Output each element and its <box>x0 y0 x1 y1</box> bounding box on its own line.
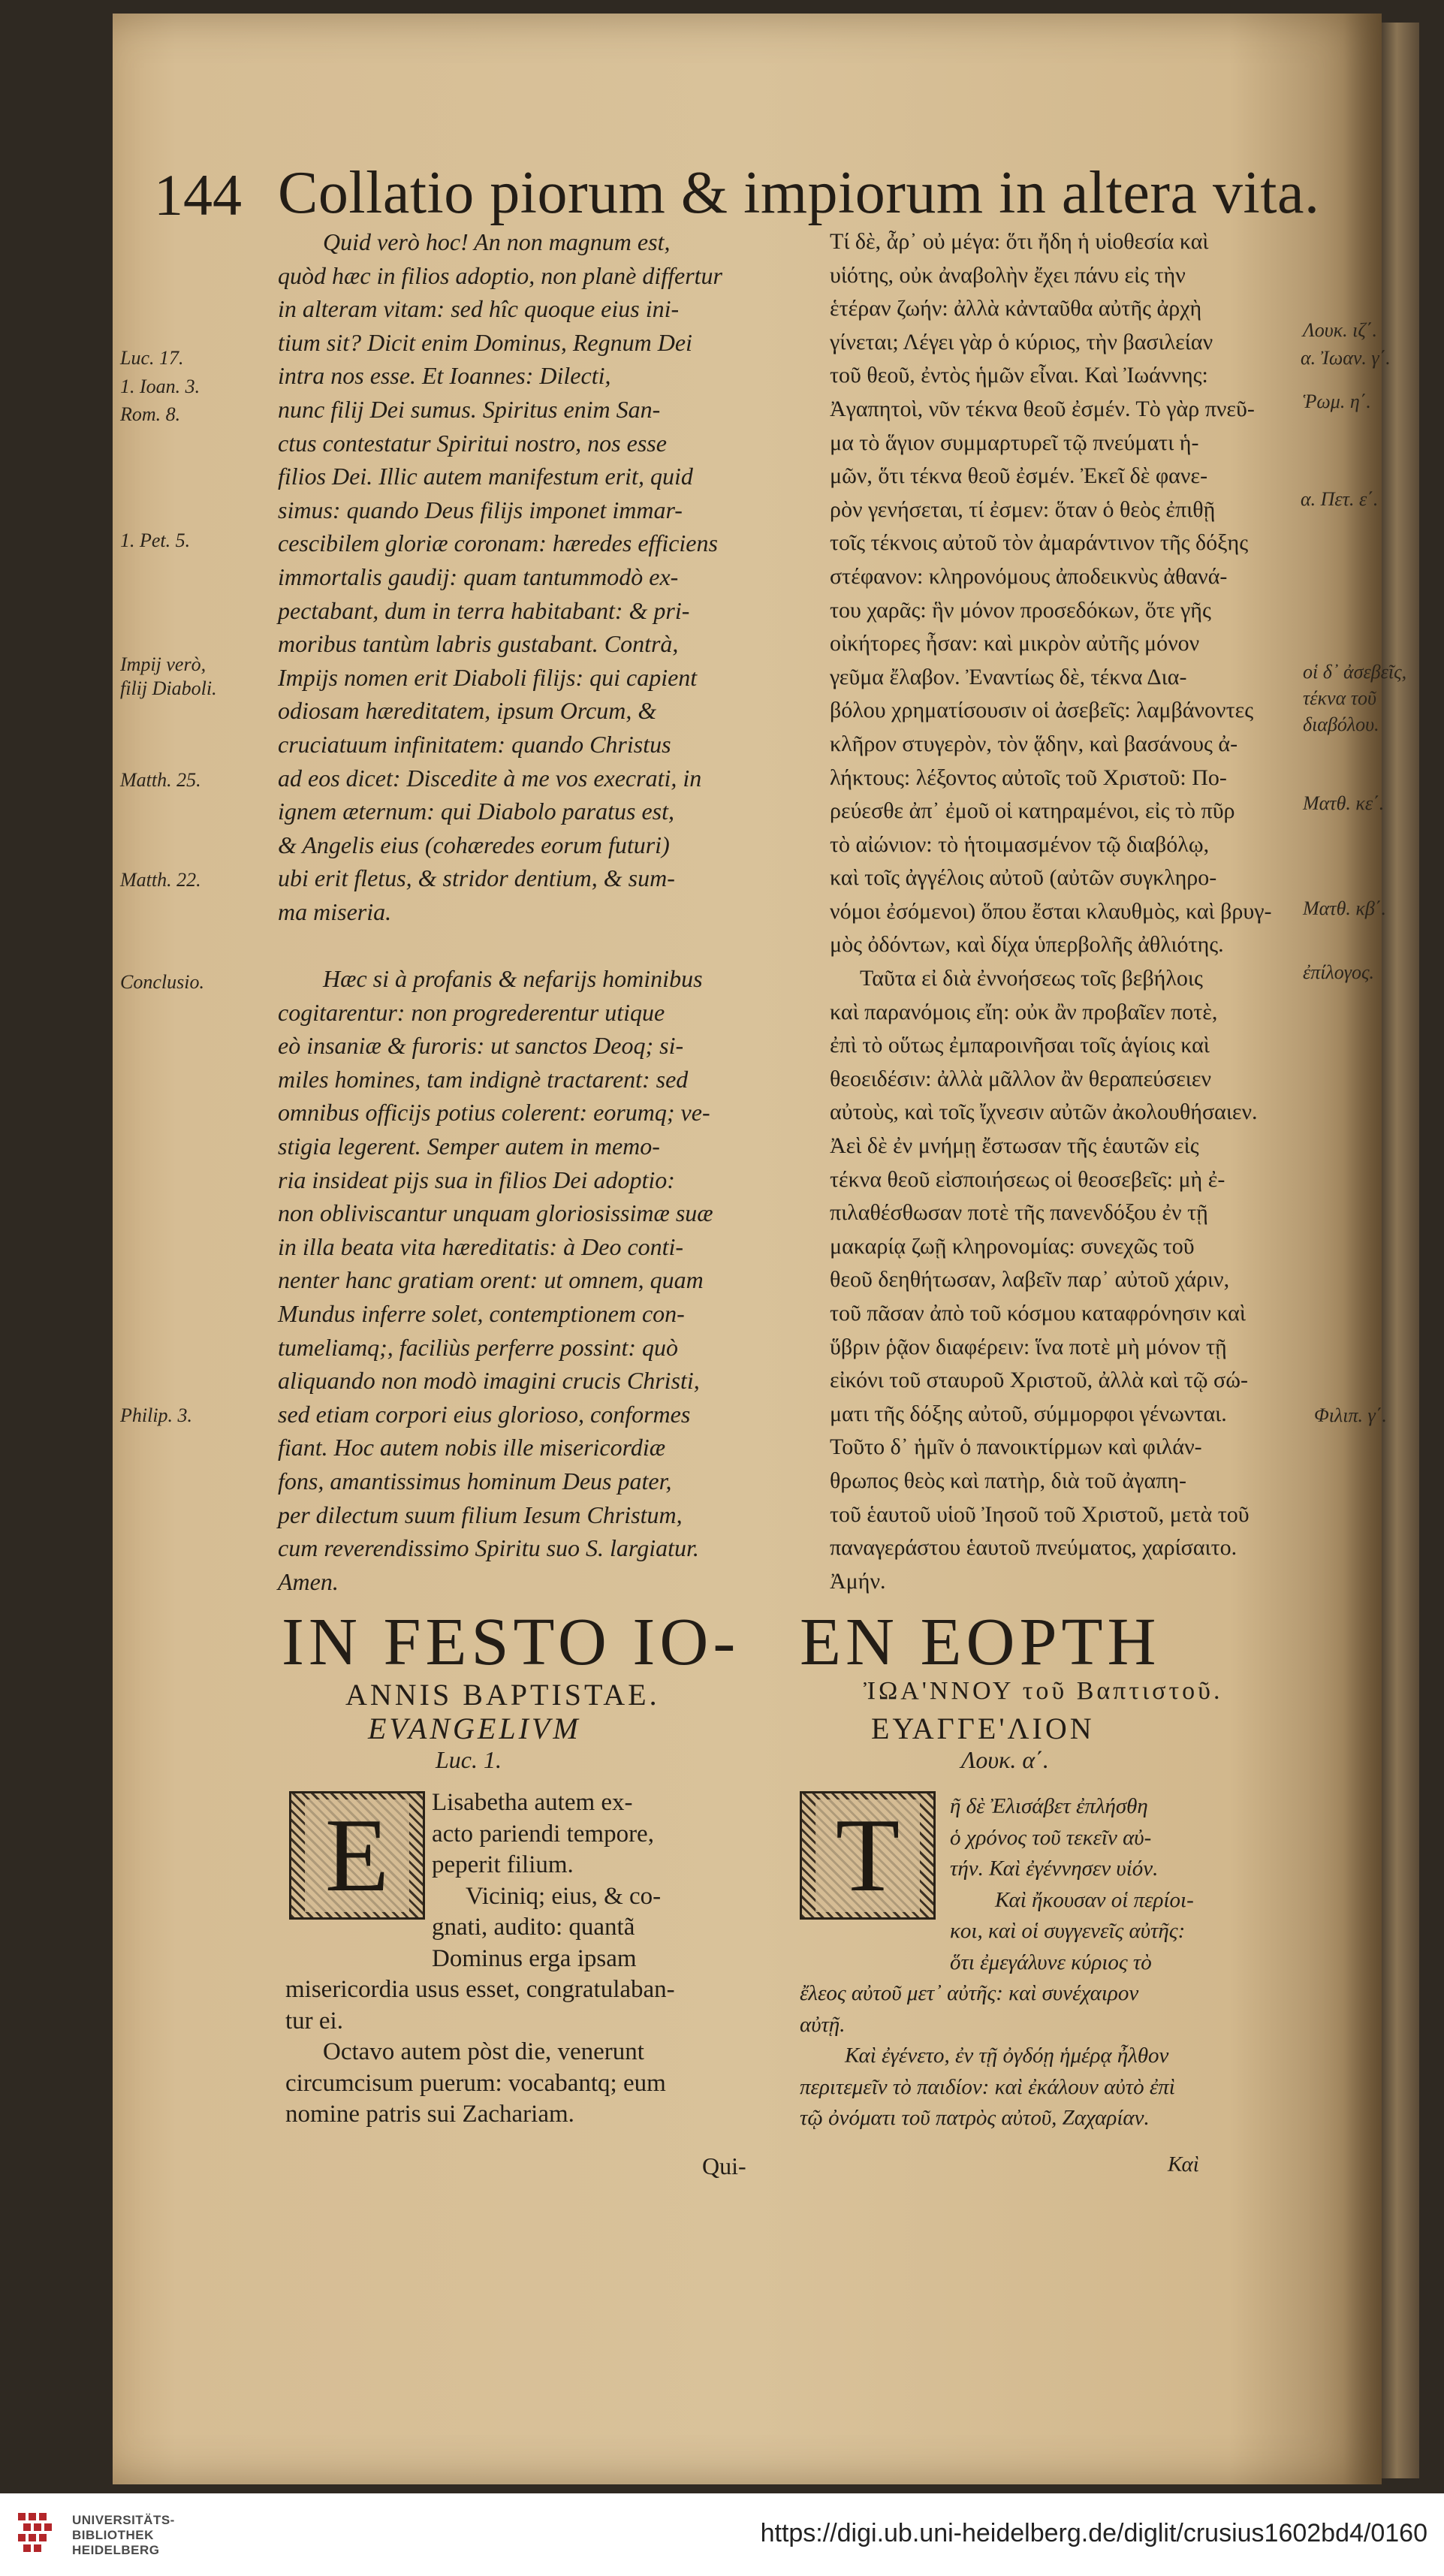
text-line: tium sit? Dicit enim Dominus, Regnum Dei <box>278 328 692 356</box>
text-line: ctus contestatur Spiritui nostro, nos esse <box>278 429 667 457</box>
text-line: omnibus officijs potius colerent: eorumq; ve- <box>278 1099 710 1127</box>
text-line: Dominus erga ipsam <box>432 1944 637 1972</box>
page-number: 144 <box>154 162 242 228</box>
margin-note-luc17: Luc. 17. <box>120 347 184 369</box>
margin-note-pet-gr: α. Πετ. ε΄. <box>1301 488 1379 510</box>
text-line: Viciniq; eius, & co- <box>466 1882 662 1910</box>
margin-note-ioan3-gr: α. Ἰωαν. γ΄. <box>1301 347 1391 369</box>
text-line: stigia legerent. Semper autem in memo- <box>278 1133 660 1160</box>
text-line: μακαρίᾳ ζωῇ κληρονομίας: συνεχῶς τοῦ <box>830 1233 1195 1259</box>
margin-note-matth25-gr: Ματθ. κε΄. <box>1303 792 1385 814</box>
text-line: Ἀεὶ δὲ ἐν μνήμῃ ἔστωσαν τῆς ἑαυτῶν εἰς <box>830 1133 1199 1159</box>
page-edge <box>1382 23 1419 2478</box>
gospel-reference-latin: Luc. 1. <box>436 1746 502 1773</box>
library-name-line: BIBLIOTHEK <box>72 2528 154 2542</box>
text-line: gnati, audito: quantã <box>432 1914 635 1941</box>
margin-note-asebeis-3: διαβόλου. <box>1303 713 1379 735</box>
text-line: τοῖς τέκνοις αὐτοῦ τὸν ἀμαράντινον τῆς δόξης <box>830 530 1249 556</box>
text-line: υἱότης, οὐκ ἀναβολὴν ἔχει πάνυ εἰς τὴν <box>830 262 1186 288</box>
greek-column <box>830 225 1295 1598</box>
margin-note-rom8: Rom. 8. <box>120 403 181 425</box>
text-line: αὐτῇ. <box>800 2012 846 2037</box>
text-line: κοι, καὶ οἱ συγγενεῖς αὐτῆς: <box>950 1919 1186 1943</box>
text-line: τὸ αἰώνιον: τὸ ἡτοιμασμένον τῷ διαβόλῳ, <box>830 831 1210 857</box>
text-line: ὅτι ἐμεγάλυνε κύριος τὸ <box>950 1950 1152 1974</box>
text-line: sed etiam corpori eius glorioso, conformes <box>278 1400 691 1428</box>
margin-note-phil3-gr: Φιλιπ. γ΄. <box>1314 1404 1387 1426</box>
text-line: θεοῦ δεηθήτωσαν, λαβεῖν παρ᾽ αὐτοῦ χάριν, <box>830 1267 1230 1293</box>
permalink-url[interactable]: https://digi.ub.uni-heidelberg.de/diglit/crusius1602bd4/0160 <box>760 2519 1427 2547</box>
text-line: περιτεμεῖν τὸ παιδίον: καὶ ἐκάλουν αὐτὸ ἐπὶ <box>800 2074 1175 2099</box>
gospel-label-latin: EVANGELIVM <box>368 1712 581 1745</box>
margin-note-matth22: Matth. 22. <box>120 869 201 891</box>
text-line: τοῦ πᾶσαν ἀπὸ τοῦ κόσμου καταφρόνησιν καὶ <box>830 1301 1246 1326</box>
text-line: per dilectum suum filium Iesum Christum, <box>278 1501 683 1528</box>
margin-note-asebeis-1: οἱ δ᾽ ἀσεβεῖς, <box>1303 661 1407 683</box>
feast-subtitle-greek: ἸΩΑ'ΝΝΟΥ τοῦ Βαπτιστοῦ. <box>864 1677 1223 1705</box>
margin-note-epilogos: ἐπίλογος. <box>1303 961 1375 983</box>
margin-note-luk17: Λουκ. ιζ΄. <box>1303 319 1378 341</box>
margin-note-matth22-gr: Ματθ. κβ΄. <box>1303 897 1386 919</box>
gospel-label-greek: ΕΥΑΓΓΕ'ΛΙΟΝ <box>871 1712 1095 1745</box>
text-line: quòd hæc in filios adoptio, non planè differtur <box>278 261 722 289</box>
text-line: ἐπὶ τὸ οὕτως ἐμπαροινῆσαι τοῖς ἁγίοις καὶ <box>830 1033 1210 1058</box>
margin-note-impij-2: filij Diaboli. <box>120 677 217 699</box>
text-line: ad eos dicet: Discedite à me vos execrati, in <box>278 764 702 792</box>
text-line: Mundus inferre solet, contemptionem con- <box>278 1300 685 1327</box>
text-line: filios Dei. Illic autem manifestum erit, quid <box>278 463 693 490</box>
catchword-latin: Qui- <box>702 2152 746 2179</box>
text-line: aliquando non modò imagini crucis Christi, <box>278 1367 700 1395</box>
feast-subtitle-latin: ANNIS BAPTISTAE. <box>345 1678 660 1712</box>
text-line: Octavo autem pòst die, venerunt <box>323 2038 644 2065</box>
text-line: καὶ παρανόμοις εἴη: οὐκ ἂν προβαῖεν ποτὲ, <box>830 999 1218 1024</box>
margin-note-impij-1: Impij verò, <box>120 653 207 675</box>
text-line: Καὶ ἤκουσαν οἱ περίοι- <box>995 1887 1194 1912</box>
text-line: cescibilem gloriæ coronam: hæredes efficiens <box>278 529 718 557</box>
text-line: non obliviscantur unquam gloriosissimæ suæ <box>278 1199 713 1227</box>
text-line: τέκνα θεοῦ εἰσποιήσεως οἱ θεοσεβεῖς: μὴ ἐ- <box>830 1166 1225 1192</box>
text-line: simus: quando Deus filijs imponet immar- <box>278 496 683 523</box>
library-name <box>72 2513 175 2558</box>
text-line: ὕβριν ῥᾷον διαφέρειν: ἵνα ποτὲ μὴ μόνον τῇ <box>830 1334 1227 1359</box>
text-line: βόλου χρηματίσουσιν οἱ ἀσεβεῖς: λαμβάνοντες <box>830 698 1254 723</box>
university-library-logo-icon <box>15 2510 62 2559</box>
margin-note-matth25: Matth. 25. <box>120 769 201 791</box>
text-line: odiosam hæreditatem, ipsum Orcum, & <box>278 697 657 725</box>
text-line: ματι τῆς δόξης αὐτοῦ, σύμμορφοι γένωνται. <box>830 1401 1227 1426</box>
text-line: μὸς ὀδόντων, καὶ δίχα ὑπερβολῆς ἀθλιότης. <box>830 932 1224 958</box>
text-line: fons, amantissimus hominum Deus pater, <box>278 1467 672 1495</box>
text-line: Ἀγαπητοὶ, νῦν τέκνα θεοῦ ἐσμέν. Τὸ γὰρ πνεῦ- <box>830 396 1255 421</box>
decorated-initial-latin: E <box>289 1791 425 1920</box>
text-line: pectabant, dum in terra habitabant: & pri- <box>278 596 690 624</box>
text-line: immortalis gaudij: quam tantummodò ex- <box>278 563 679 590</box>
text-line: ignem æternum: qui Diabolo paratus est, <box>278 798 674 825</box>
gospel-text-greek <box>800 1791 1194 2134</box>
text-line: εἰκόνι τοῦ σταυροῦ Χριστοῦ, ἀλλὰ καὶ τῷ σώ- <box>830 1368 1248 1393</box>
feast-title-greek: ΕΝ ΕΟΡΤΗ <box>800 1605 1161 1679</box>
text-line: ria insideat pijs sua in filios Dei adoptio: <box>278 1166 675 1193</box>
text-line: & Angelis eius (cohæredes eorum futuri) <box>278 831 670 858</box>
text-line <box>278 928 788 962</box>
text-line: ἔλεος αὐτοῦ μετ᾽ αὐτῆς: καὶ συνέχαιρον <box>800 1981 1139 2005</box>
feast-title-latin: IN FESTO IO- <box>282 1605 740 1679</box>
text-line: αὐτοὺς, καὶ τοῖς ἴχνεσιν αὐτῶν ἀκολουθήσαιεν. <box>830 1099 1258 1125</box>
text-line: acto pariendi tempore, <box>432 1820 654 1848</box>
text-line: Καὶ ἐγένετο, ἐν τῇ ὀγδόῃ ἡμέρᾳ ἦλθον <box>845 2044 1169 2068</box>
margin-note-ioan3: 1. Ioan. 3. <box>120 376 200 397</box>
decorated-initial-greek: T <box>800 1791 936 1920</box>
text-line: οἰκήτορες ἦσαν: καὶ μικρὸν αὐτῆς μόνον <box>830 631 1200 656</box>
text-line: circumcisum puerum: vocabantq; eum <box>285 2069 666 2097</box>
text-line: του χαρᾶς: ἣν μόνον προσεδόκων, ὅτε γῆς <box>830 597 1211 623</box>
margin-note-conclusio: Conclusio. <box>120 971 204 993</box>
text-line: ubi erit fletus, & stridor dentium, & sum- <box>278 864 675 892</box>
text-line: Quid verò hoc! An non magnum est, <box>323 228 671 255</box>
text-line: κλῆρον στυγερὸν, τὸν ᾅδην, καὶ βασάνους ἀ- <box>830 731 1238 756</box>
text-line: nunc filij Dei sumus. Spiritus enim San- <box>278 395 661 423</box>
text-line: τῷ ὀνόματι τοῦ πατρὸς αὐτοῦ, Ζαχαρίαν. <box>800 2106 1150 2130</box>
text-line: γίνεται; Λέγει γὰρ ὁ κύριος, τὴν βασιλείαν <box>830 329 1213 354</box>
page-title: Collatio piorum & impiorum in altera vita. <box>278 160 1320 226</box>
text-line: καὶ τοῖς ἀγγέλοις αὐτοῦ (αὐτῶν συγκληρο- <box>830 865 1217 891</box>
text-line: θεοειδέσιν: ἀλλὰ μᾶλλον ἂν θεραπεύσειεν <box>830 1066 1212 1091</box>
margin-note-rom-gr: Ῥωμ. η΄. <box>1303 391 1371 412</box>
text-line: τοῦ θεοῦ, ἐντὸς ἡμῶν εἶναι. Καὶ Ἰωάννης: <box>830 363 1208 388</box>
text-line: Impijs nomen erit Diaboli filijs: qui capient <box>278 663 698 691</box>
text-line: eò insaniæ & furoris: ut sanctos Deoq; si- <box>278 1032 684 1060</box>
text-line: nenter hanc gratiam orent: ut omnem, quam <box>278 1266 704 1294</box>
text-line: misericordia usus esset, congratulaban- <box>285 1976 675 2003</box>
text-line: τήν. Καὶ ἐγέννησεν υἱόν. <box>950 1857 1159 1881</box>
text-line: fiant. Hoc autem nobis ille misericordiæ <box>278 1434 666 1461</box>
text-line: peperit filium. <box>432 1851 574 1878</box>
text-line: θρωπος θεὸς καὶ πατὴρ, διὰ τοῦ ἀγαπη- <box>830 1467 1187 1493</box>
text-line: Ταῦτα εἰ διὰ ἐννοήσεως τοῖς βεβήλοις <box>860 966 1203 991</box>
text-line: cum reverendissimo Spiritu suo S. largiatur. <box>278 1534 699 1562</box>
text-line: Τί δὲ, ἆρ᾽ οὐ μέγα: ὅτι ἤδη ἡ υἱοθεσία καὶ <box>830 229 1209 254</box>
library-name-line: HEIDELBERG <box>72 2543 160 2557</box>
text-line: στέφανον: κληρονόμους ἀποδεικνὺς ἀθανά- <box>830 563 1228 589</box>
text-line: μα τὸ ἅγιον συμμαρτυρεῖ τῷ πνεύματι ἡ- <box>830 430 1199 455</box>
text-line: ὁ χρόνος τοῦ τεκεῖν αὐ- <box>950 1825 1152 1850</box>
text-line: Amen. <box>278 1567 339 1595</box>
catchword-greek: Καὶ <box>1168 2152 1199 2176</box>
text-line: μῶν, ὅτι τέκνα θεοῦ ἐσμέν. Ἐκεῖ δὲ φανε- <box>830 463 1208 489</box>
text-line: λήκτους: λέξοντος αὐτοῖς τοῦ Χριστοῦ: Πο- <box>830 765 1227 790</box>
text-line: cogitarentur: non progrederentur utique <box>278 998 665 1026</box>
text-line: Τοῦτο δ᾽ ἡμῖν ὁ πανοικτίρμων καὶ φιλάν- <box>830 1434 1202 1460</box>
gospel-reference-greek: Λουκ. α΄. <box>961 1746 1049 1773</box>
text-line: moribus tantùm labris gustabant. Contrà, <box>278 630 679 658</box>
text-line: tumeliamq;, faciliùs perferre possint: quò <box>278 1333 678 1361</box>
margin-note-philip3: Philip. 3. <box>120 1404 193 1426</box>
text-line: in illa beata vita hæreditatis: à Deo conti- <box>278 1232 684 1260</box>
text-line: cruciatuum infinitatem: quando Christus <box>278 730 671 758</box>
text-line: miles homines, tam indignè tractarent: sed <box>278 1065 689 1093</box>
text-line: ρὸν γενήσεται, τί ἐσμεν: ὅταν ὁ θεὸς ἐπιθῇ <box>830 496 1216 522</box>
library-name-line: UNIVERSITÄTS- <box>72 2513 175 2527</box>
text-line: γεῦμα ἔλαβον. Ἐναντίως δὲ, τέκνα Δια- <box>830 664 1187 689</box>
text-line: nomine patris sui Zachariam. <box>285 2101 574 2128</box>
text-line: παναγεράστου ἑαυτοῦ πνεύματος, χαρίσαιτο. <box>830 1535 1237 1561</box>
text-line: Lisabetha autem ex- <box>432 1789 633 1816</box>
text-line: ρεύεσθε ἀπ᾽ ἐμοῦ οἱ κατηραμένοι, εἰς τὸ πῦρ <box>830 798 1235 824</box>
text-line: ῆ δὲ Ἐλισάβετ ἐπλήσθη <box>950 1794 1148 1818</box>
margin-note-asebeis-2: τέκνα τοῦ <box>1303 687 1376 709</box>
text-line: Ἀμήν. <box>830 1568 886 1594</box>
text-line: νόμοι ἐσόμενοι) ὅπου ἔσται κλαυθμὸς, καὶ βρυγ- <box>830 898 1272 924</box>
text-line: in alteram vitam: sed hîc quoque eius ini- <box>278 295 680 323</box>
latin-column <box>278 225 788 1598</box>
text-line: Hæc si à profanis & nefarijs hominibus <box>323 965 703 993</box>
text-line: ma miseria. <box>278 897 392 925</box>
text-line: πιλαθέσθωσαν ποτὲ τῆς πανενδόξου ἐν τῇ <box>830 1200 1208 1226</box>
gospel-text-latin <box>285 1787 675 2131</box>
text-line: tur ei. <box>285 2007 343 2035</box>
text-line: ἑτέραν ζωήν: ἀλλὰ κἀνταῦθα αὐτῆς ἀρχὴ <box>830 296 1202 321</box>
margin-note-pet5: 1. Pet. 5. <box>120 529 191 551</box>
text-line: intra nos esse. Et Ioannes: Dilecti, <box>278 362 611 390</box>
text-line: τοῦ ἑαυτοῦ υἱοῦ Ἰησοῦ τοῦ Χριστοῦ, μετὰ τοῦ <box>830 1501 1250 1527</box>
